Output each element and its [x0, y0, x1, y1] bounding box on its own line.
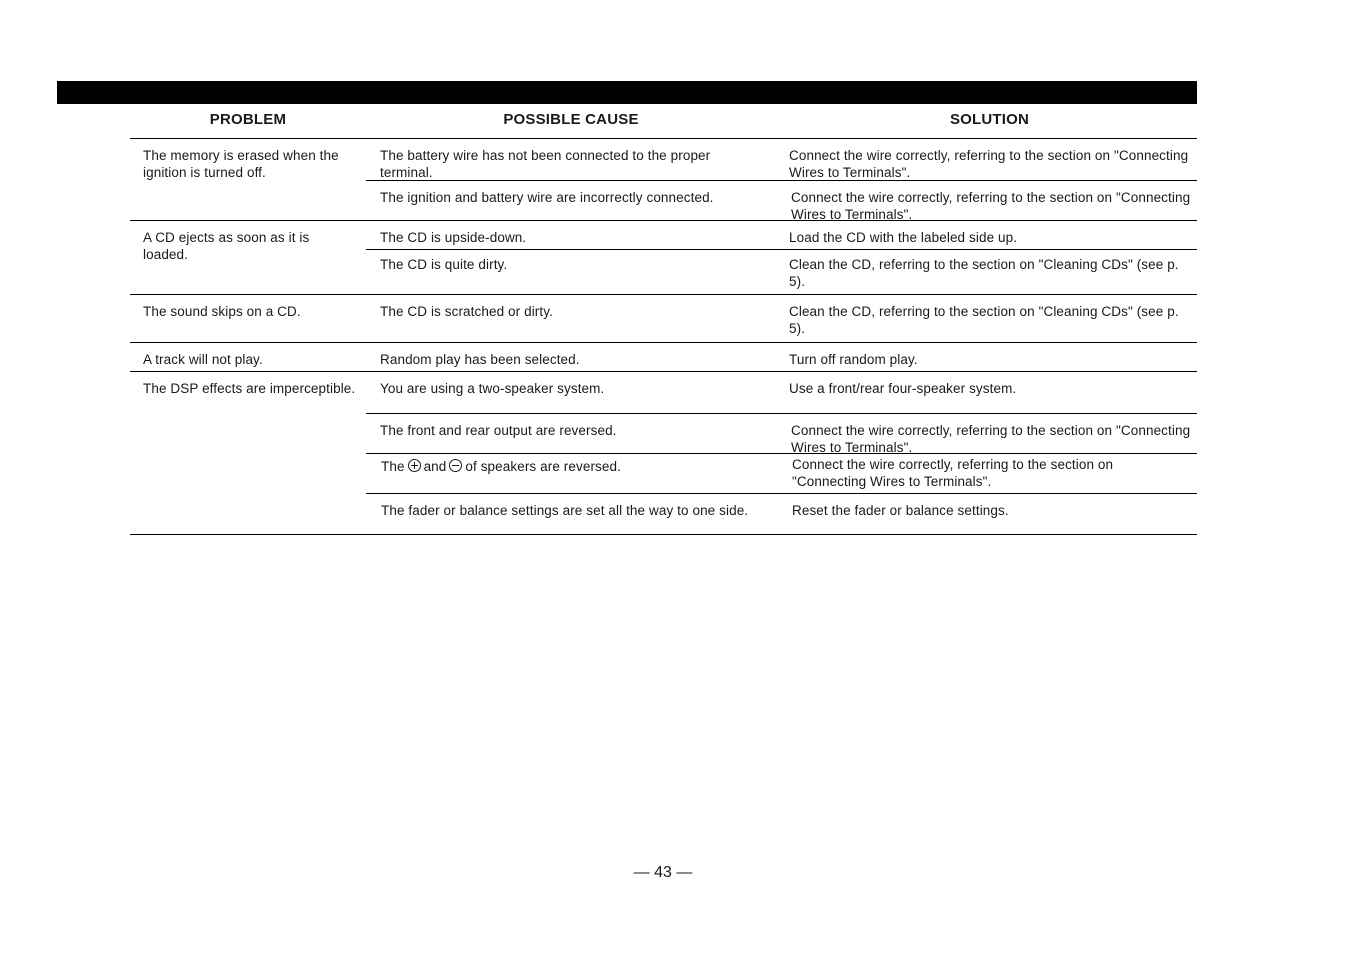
- column-header-possible-cause: POSSIBLE CAUSE: [503, 111, 639, 128]
- circled-plus-icon: [408, 459, 421, 472]
- table-row: [366, 295, 1197, 342]
- page-number: — 43 —: [633, 864, 693, 881]
- cause-cell: The ignition and battery wire are incorrectly connected.: [380, 190, 714, 205]
- table-row: [366, 221, 1197, 249]
- table-row: [366, 372, 1197, 413]
- table-row: [366, 493, 1197, 534]
- column-header-problem: PROBLEM: [209, 111, 287, 128]
- section-header-bar: [57, 81, 1197, 104]
- problem-group-memory-erased: [130, 139, 1197, 221]
- cause-cell: The battery wire has not been connected to the proper terminal.: [380, 148, 711, 180]
- cause-cell: Random play has been selected.: [380, 352, 580, 367]
- solution-cell: Reset the fader or balance settings.: [792, 503, 1009, 518]
- cause-cell: You are using a two-speaker system.: [380, 381, 605, 396]
- cause-cell: The fader or balance settings are set all the way to one side.: [381, 503, 749, 518]
- solution-cell: Clean the CD, referring to the section on "Cleaning CDs" (see p. 5).: [789, 257, 1179, 289]
- solution-cell: Turn off random play.: [789, 352, 918, 367]
- cause-prefix: The: [381, 459, 405, 474]
- cause-cell: The CD is quite dirty.: [380, 257, 508, 272]
- solution-cell: Load the CD with the labeled side up.: [789, 230, 1018, 245]
- solution-cell: Connect the wire correctly, referring to the section on "Connecting Wires to Terminals".: [792, 457, 1114, 489]
- problem-group-dsp-effects: [130, 372, 1197, 535]
- solution-cell: Connect the wire correctly, referring to the section on "Connecting Wires to Terminals".: [791, 190, 1191, 222]
- problem-cell: The DSP effects are imperceptible.: [143, 381, 356, 396]
- solution-cell: Connect the wire correctly, referring to the section on "Connecting Wires to Terminals".: [791, 423, 1191, 455]
- problem-cell: A CD ejects as soon as it is loaded.: [143, 230, 310, 262]
- cause-cell: The front and rear output are reversed.: [380, 423, 617, 438]
- table-row: [366, 453, 1197, 493]
- table-row: [366, 343, 1197, 371]
- table-row: [366, 139, 1197, 180]
- solution-cell: Use a front/rear four-speaker system.: [789, 381, 1017, 396]
- problem-group-sound-skips: [130, 295, 1197, 343]
- cause-mid: and: [423, 459, 447, 474]
- table-row: [366, 249, 1197, 294]
- column-header-solution: SOLUTION: [949, 111, 1030, 128]
- table-row: [366, 180, 1197, 220]
- troubleshooting-table: [130, 104, 1197, 535]
- problem-group-track-not-play: [130, 342, 1197, 372]
- problem-cell: A track will not play.: [143, 352, 263, 367]
- problem-group-cd-ejects: [130, 221, 1197, 295]
- cause-cell: The CD is upside-down.: [380, 230, 527, 245]
- problem-cell: The sound skips on a CD.: [143, 304, 301, 319]
- table-header-row: [130, 104, 1197, 139]
- table-row: [366, 413, 1197, 453]
- cause-cell: The CD is scratched or dirty.: [380, 304, 553, 319]
- problem-cell: The memory is erased when the ignition is turned off.: [143, 148, 339, 180]
- circled-minus-icon: [449, 459, 462, 472]
- cause-cell: [366, 454, 776, 493]
- solution-cell: Clean the CD, referring to the section on "Cleaning CDs" (see p. 5).: [789, 304, 1179, 336]
- cause-suffix: of speakers are reversed.: [465, 459, 621, 474]
- solution-cell: Connect the wire correctly, referring to the section on "Connecting Wires to Terminals".: [789, 148, 1189, 180]
